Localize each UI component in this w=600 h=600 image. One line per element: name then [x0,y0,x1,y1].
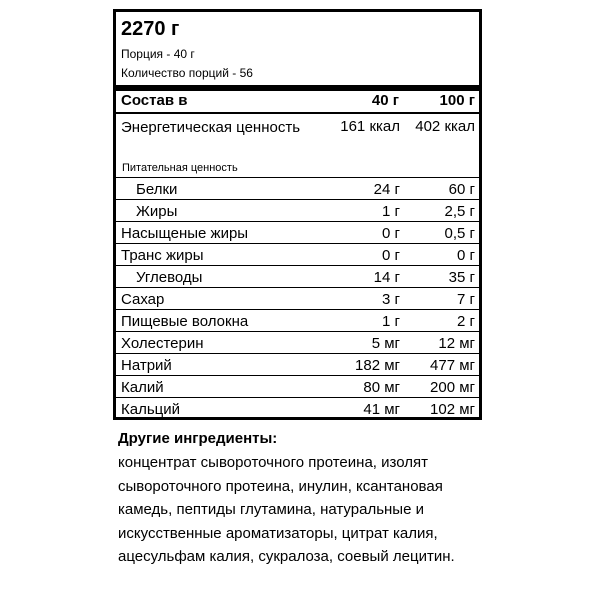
energy-row [116,114,479,158]
table-row [116,222,479,244]
servings-count: Количество порций - 56 [121,66,253,80]
row-value-100g: 2 г [457,313,475,330]
row-value-40g: 80 мг [363,379,400,396]
row-label: Холестерин [121,335,204,352]
nutrition-subtitle: Питательная ценность [122,162,238,174]
table-header [121,92,475,112]
table-row [116,332,479,354]
table-row [116,244,479,266]
row-label: Сахар [121,291,165,308]
row-value-40g: 5 мг [371,335,400,352]
row-label: Углеводы [136,269,203,286]
energy-value-40g: 161 ккал [340,118,400,135]
row-value-40g: 3 г [382,291,400,308]
other-ingredients-text: концентрат сывороточного протеина, изолят сывороточного протеина, инулин, ксантановая камедь, пептиды глутамина, натуральные и искусственные ароматизаторы, цитрат калия, ацесульфам калия, сукралоза, соевый лецитин. [118,454,455,565]
table-row [116,178,479,200]
header-name: Состав в [121,92,188,109]
row-value-40g: 0 г [382,225,400,242]
row-value-40g: 1 г [382,203,400,220]
row-value-40g: 14 г [373,269,400,286]
row-label: Кальций [121,401,180,418]
row-label: Пищевые волокна [121,313,249,330]
thick-divider [116,85,479,91]
portion-size: Порция - 40 г [121,47,195,61]
row-value-40g: 0 г [382,247,400,264]
row-value-100g: 0,5 г [444,225,475,242]
row-value-100g: 200 мг [430,379,475,396]
row-label: Натрий [121,357,172,374]
row-value-100g: 2,5 г [444,203,475,220]
row-label: Жиры [136,203,178,220]
package-weight: 2270 г [121,18,180,40]
row-value-100g: 60 г [448,181,475,198]
row-label: Калий [121,379,164,396]
table-row [116,310,479,332]
row-value-100g: 12 мг [438,335,475,352]
row-value-40g: 182 мг [355,357,400,374]
row-value-40g: 24 г [373,181,400,198]
row-value-100g: 102 мг [430,401,475,418]
row-value-40g: 41 мг [363,401,400,418]
other-ingredients-title: Другие ингредиенты: [118,430,278,447]
row-label: Белки [136,181,178,198]
header-col-40g: 40 г [371,92,399,109]
energy-label: Энергетическая ценность [121,119,301,136]
row-value-100g: 0 г [457,247,475,264]
row-label: Насыщеные жиры [121,225,249,242]
header-col-100g: 100 г [439,92,475,109]
row-value-100g: 35 г [448,269,475,286]
nutrition-facts-panel [113,9,482,420]
row-value-100g: 477 мг [430,357,475,374]
energy-value-100g: 402 ккал [415,118,475,135]
row-value-100g: 7 г [457,291,475,308]
table-row [116,200,479,222]
table-row [116,376,479,398]
table-row [116,398,479,420]
table-row [116,266,479,288]
table-row [116,288,479,310]
table-row [116,354,479,376]
row-value-40g: 1 г [382,313,400,330]
row-label: Транс жиры [121,247,204,264]
